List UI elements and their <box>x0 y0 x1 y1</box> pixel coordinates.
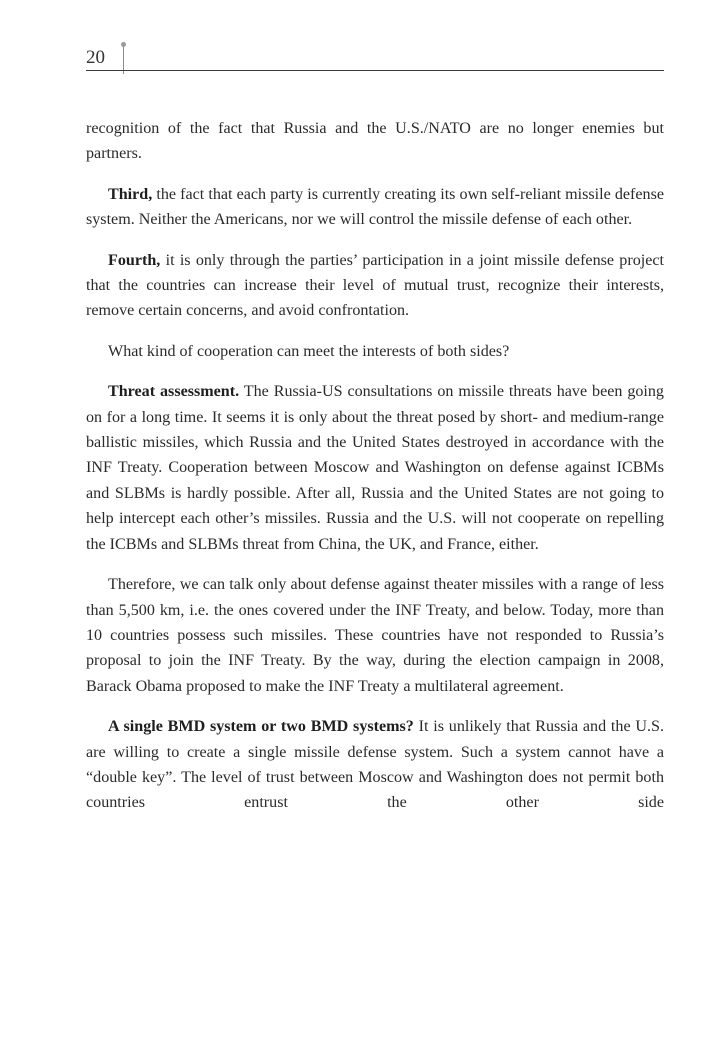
page-number: 20 <box>86 47 105 68</box>
paragraph-third <box>86 182 664 233</box>
paragraph-text: What kind of cooperation can meet the interests of both sides? <box>108 342 510 360</box>
paragraph-question <box>86 339 664 364</box>
paragraph-lead: Third, <box>108 185 153 203</box>
paragraph-threat-assessment <box>86 379 664 557</box>
body-text <box>86 116 664 831</box>
paragraph-lead: Fourth, <box>108 251 161 269</box>
paragraph-fourth <box>86 248 664 324</box>
paragraph-bmd-systems <box>86 714 664 816</box>
header-tick-dot <box>121 42 126 47</box>
paragraph-theater-missiles <box>86 572 664 699</box>
paragraph-lead: Threat assessment. <box>108 383 240 401</box>
paragraph-text: the fact that each party is currently creating its own self-reliant missile defense system. Neither the Americans, nor we will control the missile defense of each other. <box>86 185 664 229</box>
paragraph-lead: A single BMD system or two BMD systems? <box>108 718 414 736</box>
paragraph-text: It is unlikely that Russia and the U.S. are willing to create a single missile defense system. Such a system cannot have a “double key”. The level of trust between Moscow and Washington does not permit both countries entrust the other side <box>86 718 664 812</box>
paragraph-text: Therefore, we can talk only about defense against theater missiles with a range of less than 5,500 km, i.e. the ones covered under the INF Treaty, and below. Today, more than 10 countries possess such missiles. These countries have not responded to Russia’s proposal to join the INF Treaty. By the way, during the election campaign in 2008, Barack Obama proposed to make the INF Treaty a multilateral agreement. <box>86 576 664 695</box>
paragraph-text: it is only through the parties’ participation in a joint missile defense project that the countries can increase their level of mutual trust, recognize their interests, remove certain concerns, and avoid confrontation. <box>86 251 664 320</box>
paragraph-continuation <box>86 116 664 167</box>
paragraph-text: recognition of the fact that Russia and the U.S./NATO are no longer enemies but partners. <box>86 120 664 163</box>
paragraph-text: The Russia-US consultations on missile threats have been going on for a long time. It seems it is only about the threat posed by short- and medium-range ballistic missiles, which Russia and the United States destroyed in accordance with the INF Treaty. Cooperation between Moscow and Washington on defense against ICBMs and SLBMs is hardly possible. After all, Russia and the United States are not going to help intercept each other’s missiles. Russia and the U.S. will not cooperate on repelling the ICBMs and SLBMs threat from China, the UK, and France, either. <box>86 383 664 553</box>
page-header <box>86 38 664 72</box>
document-page <box>86 38 664 812</box>
header-rule <box>86 70 664 71</box>
